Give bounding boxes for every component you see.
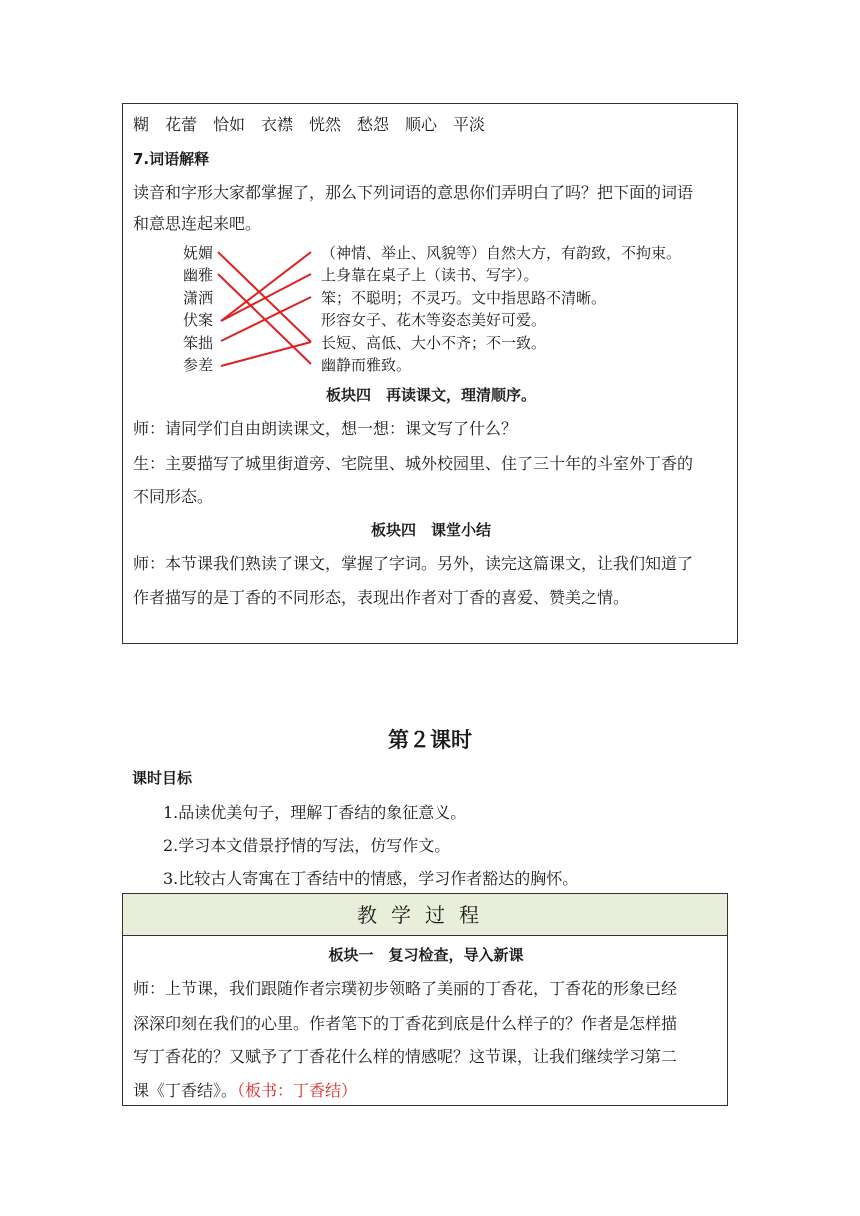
content-box-1 [122, 103, 738, 644]
summary-line-2: 作者描写的是丁香的不同形态，表现出作者对丁香的喜爱、赞美之情。 [133, 588, 630, 607]
teaching-process-box [122, 893, 728, 1106]
para-line-1: 师：上节课，我们跟随作者宗璞初步领略了美丽的丁香花，丁香花的形象已经 [133, 979, 678, 998]
section7-title: 7.词语解释 [133, 150, 210, 168]
match-word: 笨拙 [183, 334, 214, 352]
para-line-3: 写丁香花的？又赋予了丁香花什么样的情感呢？这节课，让我们继续学习第二 [133, 1047, 678, 1066]
goals-heading: 课时目标 [132, 769, 193, 787]
match-meaning: 上身靠在桌子上（读书、写字）。 [321, 266, 539, 284]
goal-item: 2.学习本文借景抒情的写法，仿写作文。 [163, 836, 451, 855]
student-answer-line-1: 生：主要描写了城里街道旁、宅院里、城外校园里、住了三十年的斗室外丁香的 [133, 454, 694, 473]
student-answer-line-2: 不同形态。 [133, 487, 214, 506]
match-meaning: （神情、举止、风貌等）自然大方，有韵致，不拘束。 [321, 244, 682, 262]
teaching-process-header: 教学过程 [123, 894, 727, 936]
match-line-fuan-1 [221, 252, 311, 321]
teacher-question: 师：请同学们自由朗读课文，想一想：课文写了什么？ [133, 419, 518, 438]
intro-line-1: 读音和字形大家都掌握了，那么下列词语的意思你们弄明白了吗？把下面的词语 [133, 183, 694, 202]
summary-line-1: 师：本节课我们熟读了课文，掌握了字词。另外，读完这篇课文，让我们知道了 [133, 554, 694, 573]
goal-item: 1.品读优美句子，理解丁香结的象征意义。 [163, 803, 467, 822]
goal-item: 3.比较古人寄寓在丁香结中的情感，学习作者豁达的胸怀。 [163, 869, 579, 888]
match-line-wumei [218, 252, 311, 342]
lesson-title: 第２课时 [388, 728, 472, 752]
para-line-4 [133, 1078, 357, 1101]
match-word: 伏案 [183, 311, 214, 329]
match-meaning: 笨；不聪明；不灵巧。文中指思路不清晰。 [321, 289, 607, 307]
blackboard-note: （板书：丁香结） [237, 1081, 358, 1100]
match-word: 潇洒 [183, 289, 214, 307]
intro-line-2: 和意思连起来吧。 [133, 214, 262, 233]
match-meaning: 幽静而雅致。 [321, 356, 412, 374]
match-line-fuan-2 [221, 274, 311, 321]
match-word: 幽雅 [183, 266, 214, 284]
para-line-4-text: 课《丁香结》。 [133, 1081, 238, 1100]
match-line-cenci [221, 342, 311, 366]
matching-lines [123, 104, 739, 404]
block4-title: 板块四 再读课文，理清顺序。 [325, 386, 536, 404]
match-meaning: 长短、高低、大小不齐；不一致。 [321, 334, 547, 352]
match-word: 妩媚 [183, 244, 214, 262]
para-line-2: 深深印刻在我们的心里。作者笔下的丁香花到底是什么样子的？作者是怎样描 [133, 1014, 678, 1033]
match-meaning: 形容女子、花木等姿态美好可爱。 [321, 311, 547, 329]
match-line-benzhuo [221, 297, 311, 341]
match-word: 参差 [183, 356, 214, 374]
words-row: 糊 花蕾 恰如 衣襟 恍然 愁怨 顺心 平淡 [133, 115, 486, 134]
block1-title: 板块一 复习检查，导入新课 [328, 946, 524, 964]
summary-title: 板块四 课堂小结 [370, 521, 491, 539]
